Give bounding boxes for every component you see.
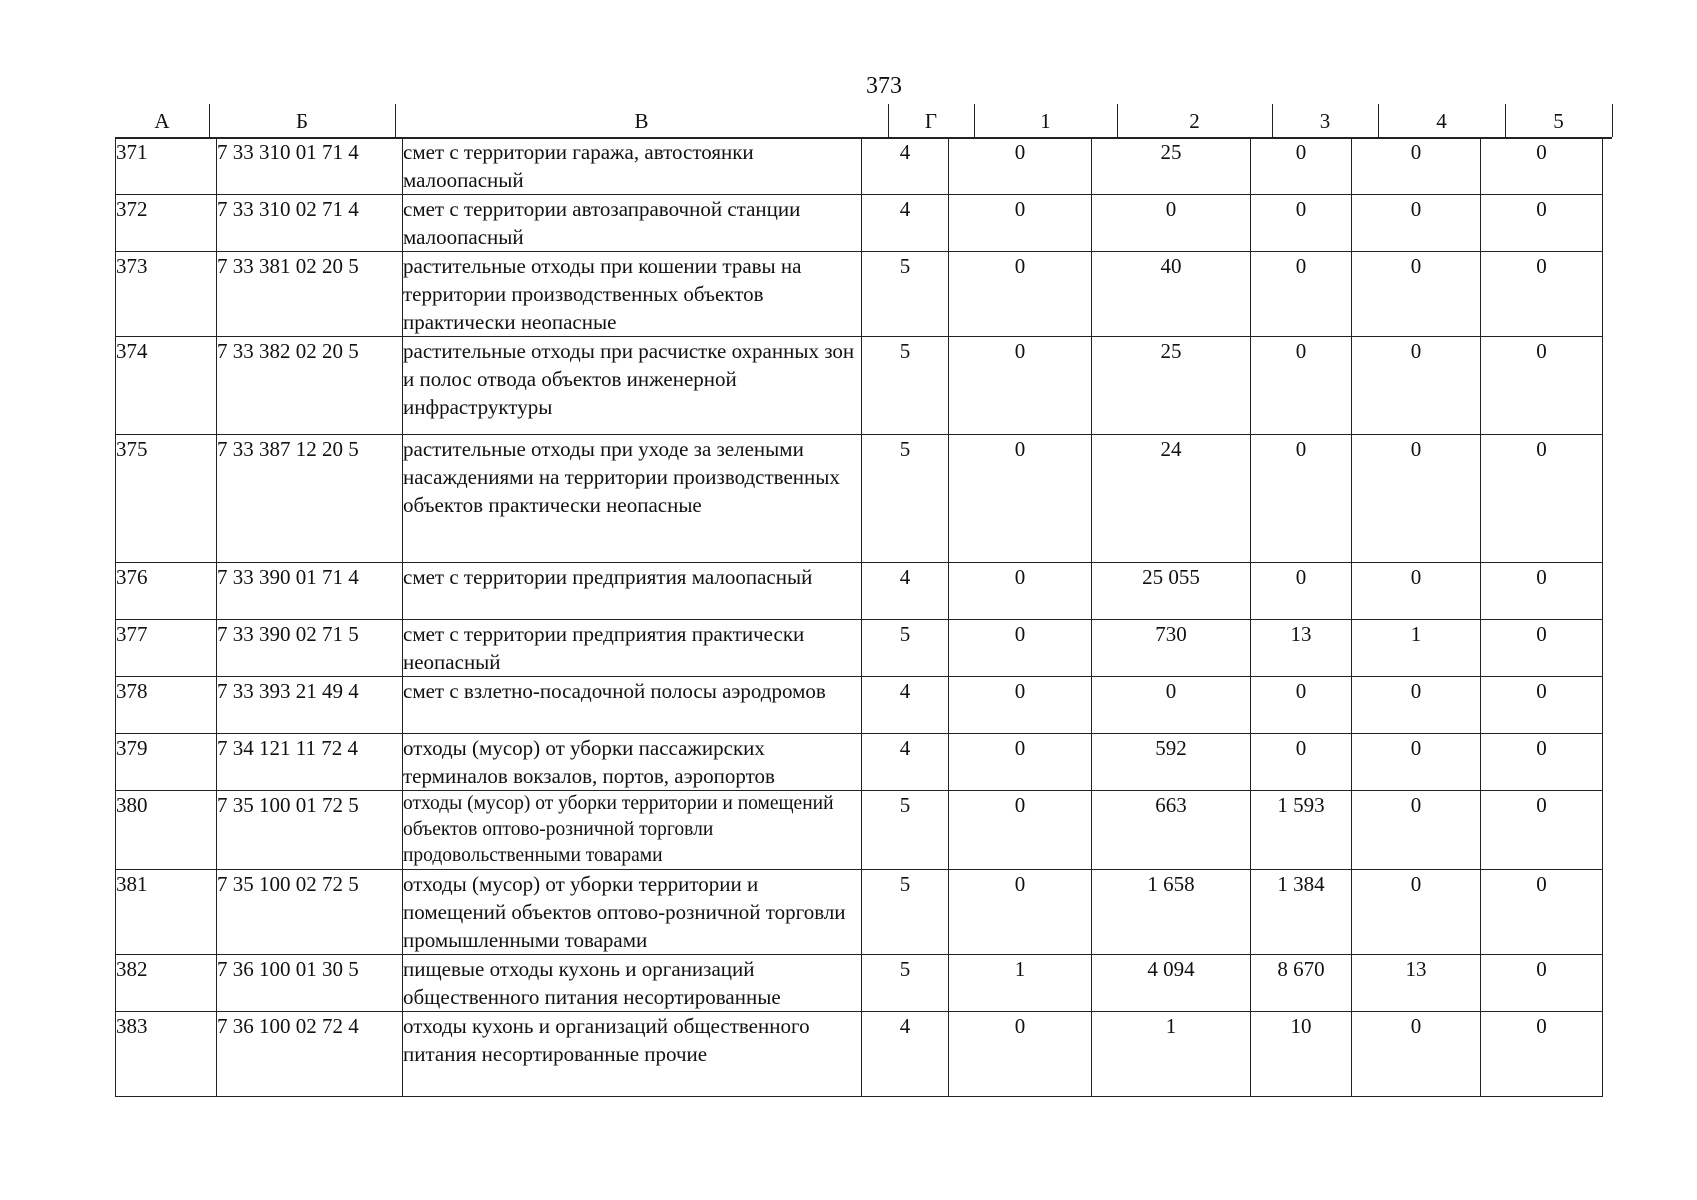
cell-hazard-class: 5 <box>862 870 949 955</box>
cell-col-1: 0 <box>949 870 1092 955</box>
cell-col-5: 0 <box>1481 195 1603 252</box>
header-divider <box>1612 104 1613 137</box>
cell-col-4: 0 <box>1352 337 1481 435</box>
cell-col-5: 0 <box>1481 435 1603 563</box>
cell-waste-name: смет с территории автозаправочной станции малоопасный <box>403 195 862 252</box>
cell-row-number: 375 <box>116 435 217 563</box>
table-row <box>116 337 1603 435</box>
cell-col-3: 0 <box>1251 734 1352 791</box>
cell-col-1: 0 <box>949 435 1092 563</box>
header-col-g: Г <box>924 109 938 133</box>
cell-col-5: 0 <box>1481 252 1603 337</box>
cell-waste-name: пищевые отходы кухонь и организаций общественного питания несортированные <box>403 955 862 1012</box>
table-row <box>116 252 1603 337</box>
cell-col-3: 0 <box>1251 138 1352 195</box>
cell-col-4: 0 <box>1352 563 1481 620</box>
cell-waste-name: смет с территории предприятия малоопасный <box>403 563 862 620</box>
cell-row-number: 378 <box>116 677 217 734</box>
cell-hazard-class: 5 <box>862 955 949 1012</box>
cell-waste-name: растительные отходы при кошении травы на территории производственных объектов практически неопасные <box>403 252 862 337</box>
cell-col-5: 0 <box>1481 138 1603 195</box>
cell-col-2: 0 <box>1092 677 1251 734</box>
cell-row-number: 382 <box>116 955 217 1012</box>
cell-col-4: 0 <box>1352 1012 1481 1097</box>
cell-col-1: 0 <box>949 563 1092 620</box>
cell-row-number: 373 <box>116 252 217 337</box>
table-row <box>116 955 1603 1012</box>
cell-col-2: 25 <box>1092 138 1251 195</box>
table-row <box>116 563 1603 620</box>
cell-waste-code: 7 33 381 02 20 5 <box>217 252 403 337</box>
cell-hazard-class: 5 <box>862 435 949 563</box>
cell-waste-code: 7 33 382 02 20 5 <box>217 337 403 435</box>
cell-hazard-class: 4 <box>862 734 949 791</box>
cell-col-2: 40 <box>1092 252 1251 337</box>
table-row <box>116 734 1603 791</box>
cell-waste-code: 7 33 387 12 20 5 <box>217 435 403 563</box>
cell-hazard-class: 4 <box>862 563 949 620</box>
cell-col-5: 0 <box>1481 337 1603 435</box>
cell-waste-name: растительные отходы при расчистке охранных зон и полос отвода объектов инженерной инфраструктуры <box>403 337 862 435</box>
cell-col-3: 13 <box>1251 620 1352 677</box>
cell-waste-name: смет с взлетно-посадочной полосы аэродромов <box>403 677 862 734</box>
cell-col-5: 0 <box>1481 563 1603 620</box>
cell-col-2: 730 <box>1092 620 1251 677</box>
header-col-a: А <box>154 109 170 133</box>
cell-waste-name: отходы (мусор) от уборки территории и помещений объектов оптово-розничной торговли продовольственными товарами <box>403 791 862 870</box>
cell-col-4: 0 <box>1352 138 1481 195</box>
cell-waste-name: смет с территории гаража, автостоянки малоопасный <box>403 138 862 195</box>
cell-col-2: 25 <box>1092 337 1251 435</box>
cell-waste-code: 7 33 390 01 71 4 <box>217 563 403 620</box>
cell-col-5: 0 <box>1481 620 1603 677</box>
cell-row-number: 380 <box>116 791 217 870</box>
cell-col-1: 0 <box>949 620 1092 677</box>
cell-col-1: 0 <box>949 1012 1092 1097</box>
cell-row-number: 376 <box>116 563 217 620</box>
cell-waste-code: 7 33 393 21 49 4 <box>217 677 403 734</box>
cell-row-number: 383 <box>116 1012 217 1097</box>
cell-row-number: 371 <box>116 138 217 195</box>
cell-waste-name: растительные отходы при уходе за зелеными насаждениями на территории производственных объектов практически неопасные <box>403 435 862 563</box>
table-row <box>116 870 1603 955</box>
table-row <box>116 791 1603 870</box>
cell-hazard-class: 4 <box>862 195 949 252</box>
cell-row-number: 374 <box>116 337 217 435</box>
table-row <box>116 1012 1603 1097</box>
cell-col-4: 0 <box>1352 677 1481 734</box>
cell-waste-name: смет с территории предприятия практически неопасный <box>403 620 862 677</box>
table-header <box>115 104 1612 139</box>
header-col-2: 2 <box>1189 109 1200 133</box>
table-row <box>116 435 1603 563</box>
cell-col-4: 0 <box>1352 252 1481 337</box>
cell-col-2: 1 658 <box>1092 870 1251 955</box>
cell-waste-code: 7 35 100 01 72 5 <box>217 791 403 870</box>
header-col-4: 4 <box>1436 109 1447 133</box>
cell-col-3: 0 <box>1251 677 1352 734</box>
cell-hazard-class: 5 <box>862 337 949 435</box>
cell-col-4: 0 <box>1352 195 1481 252</box>
page-number: 373 <box>866 73 902 99</box>
cell-col-3: 1 384 <box>1251 870 1352 955</box>
table-row <box>116 195 1603 252</box>
cell-col-2: 663 <box>1092 791 1251 870</box>
cell-col-5: 0 <box>1481 870 1603 955</box>
cell-waste-code: 7 35 100 02 72 5 <box>217 870 403 955</box>
header-col-b: Б <box>295 109 309 133</box>
cell-col-1: 0 <box>949 138 1092 195</box>
cell-col-4: 0 <box>1352 870 1481 955</box>
cell-hazard-class: 4 <box>862 677 949 734</box>
cell-col-2: 592 <box>1092 734 1251 791</box>
cell-waste-code: 7 34 121 11 72 4 <box>217 734 403 791</box>
cell-col-4: 0 <box>1352 435 1481 563</box>
cell-col-1: 0 <box>949 734 1092 791</box>
cell-col-1: 0 <box>949 337 1092 435</box>
cell-col-3: 0 <box>1251 563 1352 620</box>
cell-col-2: 4 094 <box>1092 955 1251 1012</box>
cell-waste-name: отходы (мусор) от уборки пассажирских терминалов вокзалов, портов, аэропортов <box>403 734 862 791</box>
cell-col-1: 0 <box>949 791 1092 870</box>
cell-hazard-class: 4 <box>862 1012 949 1097</box>
cell-col-3: 0 <box>1251 195 1352 252</box>
cell-col-4: 0 <box>1352 791 1481 870</box>
cell-col-1: 0 <box>949 252 1092 337</box>
cell-waste-code: 7 33 310 01 71 4 <box>217 138 403 195</box>
cell-hazard-class: 5 <box>862 620 949 677</box>
cell-col-5: 0 <box>1481 734 1603 791</box>
cell-col-5: 0 <box>1481 677 1603 734</box>
cell-col-4: 13 <box>1352 955 1481 1012</box>
cell-col-5: 0 <box>1481 1012 1603 1097</box>
cell-col-2: 24 <box>1092 435 1251 563</box>
cell-col-2: 1 <box>1092 1012 1251 1097</box>
cell-col-3: 0 <box>1251 435 1352 563</box>
cell-hazard-class: 4 <box>862 138 949 195</box>
header-col-v: В <box>634 109 649 133</box>
cell-col-3: 8 670 <box>1251 955 1352 1012</box>
cell-col-3: 0 <box>1251 252 1352 337</box>
cell-col-1: 0 <box>949 677 1092 734</box>
cell-waste-code: 7 33 310 02 71 4 <box>217 195 403 252</box>
cell-row-number: 381 <box>116 870 217 955</box>
header-col-1: 1 <box>1040 109 1051 133</box>
cell-hazard-class: 5 <box>862 791 949 870</box>
table-row <box>116 138 1603 195</box>
cell-col-3: 10 <box>1251 1012 1352 1097</box>
cell-row-number: 379 <box>116 734 217 791</box>
cell-col-1: 1 <box>949 955 1092 1012</box>
cell-col-3: 0 <box>1251 337 1352 435</box>
cell-waste-code: 7 36 100 01 30 5 <box>217 955 403 1012</box>
cell-col-5: 0 <box>1481 955 1603 1012</box>
cell-col-3: 1 593 <box>1251 791 1352 870</box>
cell-col-4: 1 <box>1352 620 1481 677</box>
cell-hazard-class: 5 <box>862 252 949 337</box>
header-col-3: 3 <box>1319 109 1331 133</box>
cell-waste-code: 7 33 390 02 71 5 <box>217 620 403 677</box>
table-row <box>116 677 1603 734</box>
cell-waste-name: отходы кухонь и организаций общественного питания несортированные прочие <box>403 1012 862 1097</box>
cell-col-2: 0 <box>1092 195 1251 252</box>
waste-table <box>115 137 1603 1097</box>
cell-waste-name: отходы (мусор) от уборки территории и помещений объектов оптово-розничной торговли промышленными товарами <box>403 870 862 955</box>
cell-col-2: 25 055 <box>1092 563 1251 620</box>
cell-row-number: 377 <box>116 620 217 677</box>
cell-waste-code: 7 36 100 02 72 4 <box>217 1012 403 1097</box>
header-col-5: 5 <box>1553 109 1564 133</box>
cell-col-4: 0 <box>1352 734 1481 791</box>
table-row <box>116 620 1603 677</box>
cell-col-5: 0 <box>1481 791 1603 870</box>
cell-col-1: 0 <box>949 195 1092 252</box>
cell-row-number: 372 <box>116 195 217 252</box>
